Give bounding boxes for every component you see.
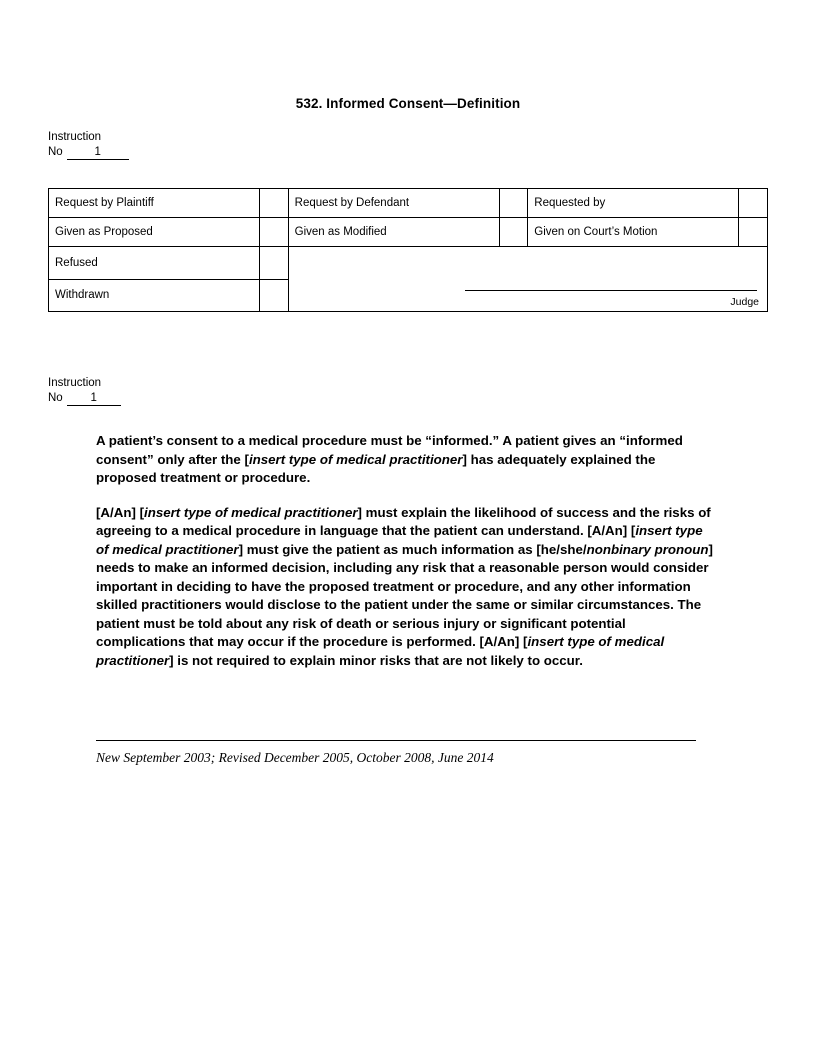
- checkbox-withdrawn[interactable]: [260, 279, 289, 312]
- run: ] must give the patient as much information as [he/she/: [238, 541, 587, 557]
- checkbox-refused[interactable]: [260, 247, 289, 280]
- judge-signature-cell: [288, 247, 767, 312]
- jury-instruction-status-table: [48, 188, 768, 312]
- table-row: [49, 218, 768, 247]
- checkbox-given-on-courts-motion[interactable]: [739, 218, 768, 247]
- instruction-label: Instruction: [48, 131, 102, 143]
- cell-given-as-modified: Given as Modified: [288, 218, 499, 247]
- instruction-number-block-2: [48, 376, 121, 406]
- run-italic: insert type of medical practitioner: [248, 451, 463, 467]
- source-note: New September 2003; Revised December 2005, October 2008, June 2014: [96, 750, 494, 765]
- table-row: [49, 189, 768, 218]
- cell-refused: Refused: [49, 247, 260, 280]
- run: ] must explain the likelihood of success and the risks of agreeing to a medical procedure in language that the patient can understand. [A/An] [: [96, 504, 711, 538]
- table-row: [49, 247, 768, 280]
- run: ] needs to make an informed decision, including any risk that a reasonable person would consider important in deciding to have the proposed treatment or procedure, and any other information skilled practitioners would disclose to the patient under the same or similar circumstances. The patient must be told about any risk of death or serious injury or significant potential complications that may occur if the procedure is performed. [A/An] [: [96, 541, 713, 649]
- run-italic: nonbinary pronoun: [586, 541, 709, 557]
- checkbox-given-as-proposed[interactable]: [260, 218, 289, 247]
- page-title: 532. Informed Consent—Definition: [295, 96, 521, 111]
- cell-given-as-proposed: Given as Proposed: [49, 218, 260, 247]
- checkbox-given-as-modified[interactable]: [499, 218, 528, 247]
- judge-label: Judge: [730, 296, 759, 308]
- checkbox-request-by-defendant[interactable]: [499, 189, 528, 218]
- run: A patient’s consent to a medical procedure must be “informed.” A patient gives an “informed consent” only after the [: [96, 433, 683, 467]
- run-italic: insert type of medical practitioner: [144, 504, 358, 520]
- instruction-number-field[interactable]: 1: [67, 146, 129, 160]
- cell-given-on-courts-motion: Given on Court’s Motion: [528, 218, 739, 247]
- run: ] is not required to explain minor risks that are not likely to occur.: [169, 652, 583, 668]
- run-italic: insert type of medical practitioner: [96, 634, 665, 668]
- cell-request-by-plaintiff: Request by Plaintiff: [49, 189, 260, 218]
- run-italic: insert type of medical practitioner: [96, 523, 703, 557]
- instruction-label: Instruction: [48, 377, 102, 389]
- instruction-number-block-1: [48, 130, 129, 160]
- cell-withdrawn: Withdrawn: [49, 279, 260, 312]
- cell-requested-by: Requested by: [528, 189, 739, 218]
- cell-request-by-defendant: Request by Defendant: [288, 189, 499, 218]
- paragraph-2: [96, 504, 716, 671]
- checkbox-requested-by[interactable]: [739, 189, 768, 218]
- horizontal-divider: [96, 740, 696, 741]
- paragraph-1: [96, 432, 716, 488]
- checkbox-request-by-plaintiff[interactable]: [260, 189, 289, 218]
- instruction-number-field[interactable]: 1: [67, 392, 121, 406]
- instruction-no-word: No: [48, 146, 63, 158]
- judge-signature-line[interactable]: [465, 290, 757, 291]
- run: [A/An] [: [96, 504, 144, 520]
- run: ] has adequately explained the proposed treatment or procedure.: [96, 451, 656, 485]
- instruction-no-word: No: [48, 392, 63, 404]
- instruction-body: [96, 432, 716, 686]
